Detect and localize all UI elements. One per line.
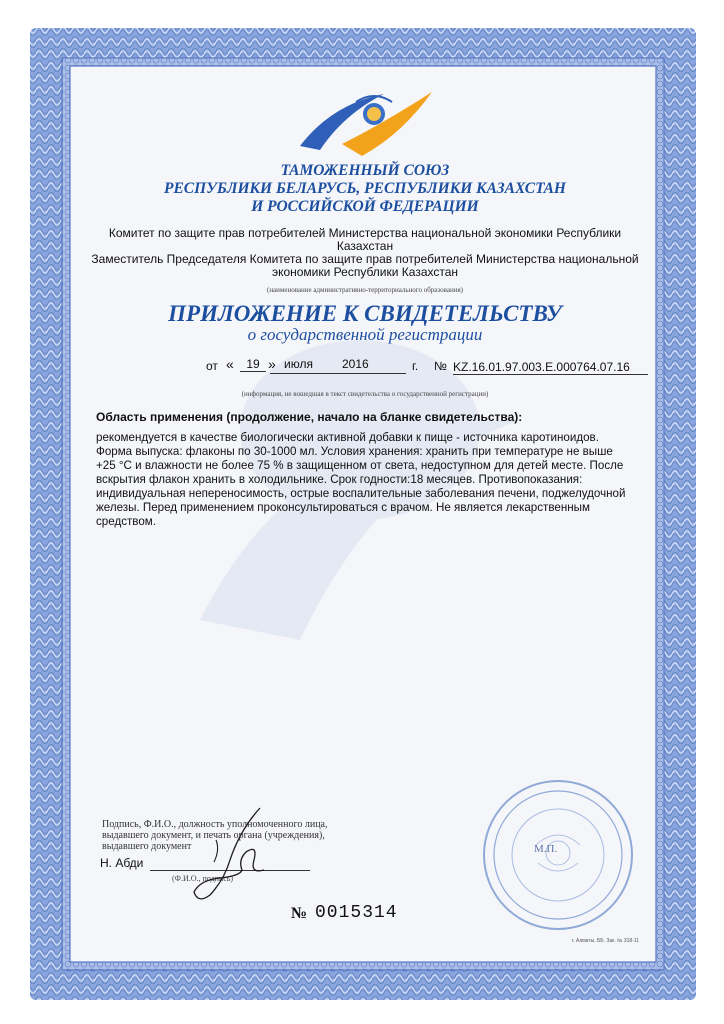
serial-sign: № — [291, 905, 308, 922]
signature-caption-line-2: выдавшего документ, и печать органа (учреждения), — [102, 830, 325, 841]
content-line: Форма выпуска: флаконы по 30-1000 мл. Условия хранения: хранить при температуре не выше — [96, 445, 613, 458]
signatory-name: Н. Абди — [100, 856, 144, 870]
union-line-2: РЕСПУБЛИКИ БЕЛАРУСЬ, РЕСПУБЛИКИ КАЗАХСТАН — [163, 180, 566, 197]
date-year: 2016 — [342, 357, 369, 371]
eurasian-union-emblem-icon — [292, 84, 442, 164]
signature-caption-line-3: выдавшего документ — [102, 841, 192, 852]
date-ot: от — [206, 359, 218, 373]
authority-caption: (наименование административно-территориального образования) — [266, 286, 463, 294]
date-caption: (информация, не вошедшая в текст свидетельства о государственной регистрации) — [241, 390, 489, 398]
date-quote-close: » — [268, 356, 276, 372]
handwritten-signature-icon — [180, 800, 290, 910]
content-body — [96, 431, 656, 529]
date-quote-open: « — [226, 356, 234, 372]
serial-number: 0015314 — [315, 903, 398, 923]
content-line: +25 °С и влажности не более 75 % в защищенном от света, недоступном для детей месте. После — [96, 459, 624, 472]
content-line: средством. — [96, 515, 156, 528]
authority-block — [80, 227, 650, 279]
union-line-1: ТАМОЖЕННЫЙ СОЮЗ — [280, 162, 450, 179]
date-month-underline — [270, 373, 406, 374]
deputy-line-2: экономики Республики Казахстан — [271, 265, 459, 279]
registration-number: KZ.16.01.97.003.E.000764.07.16 — [453, 360, 648, 375]
committee-line-2: Казахстан — [336, 239, 394, 253]
date-g: г. — [412, 359, 419, 373]
deputy-line-1: Заместитель Председателя Комитета по защите прав потребителей Министерства национальной — [91, 252, 639, 266]
date-month: июля — [284, 357, 313, 371]
union-header — [80, 162, 650, 216]
union-line-3: И РОССИЙСКОЙ ФЕДЕРАЦИИ — [251, 198, 479, 215]
signature-name-caption: (Ф.И.О., подпись) — [172, 874, 234, 883]
content-line: индивидуальная непереносимость, острые воспалительные заболевания печени, поджелудочной — [96, 487, 626, 500]
page-subtitle: о государственной регистрации — [247, 325, 483, 344]
page-title: ПРИЛОЖЕНИЕ К СВИДЕТЕЛЬСТВУ — [168, 301, 562, 326]
number-sign: № — [434, 359, 447, 373]
signature-caption-line-1: Подпись, Ф.И.О., должность уполномоченного лица, — [102, 819, 328, 830]
committee-line-1: Комитет по защите прав потребителей Министерства национальной экономики Республики — [108, 226, 622, 240]
content-line: вскрытия флакон хранить в холодильнике. Срок годности:18 месяцев. Противопоказания: — [96, 473, 583, 486]
stamp-mp-label: М.П. — [534, 843, 558, 855]
date-day: 19 — [240, 357, 266, 372]
content-line: железы. Перед применением проконсультироваться с врачом. Не является лекарственным — [96, 501, 590, 514]
printer-note: г. Алматы, ББ. Зак. № 318-11 — [572, 938, 640, 944]
content-line: рекомендуется в качестве биологически активной добавки к пище - источника каротиноидов. — [96, 431, 599, 444]
official-seal-icon — [478, 775, 638, 935]
content-heading: Область применения (продолжение, начало на бланке свидетельства): — [96, 410, 523, 424]
